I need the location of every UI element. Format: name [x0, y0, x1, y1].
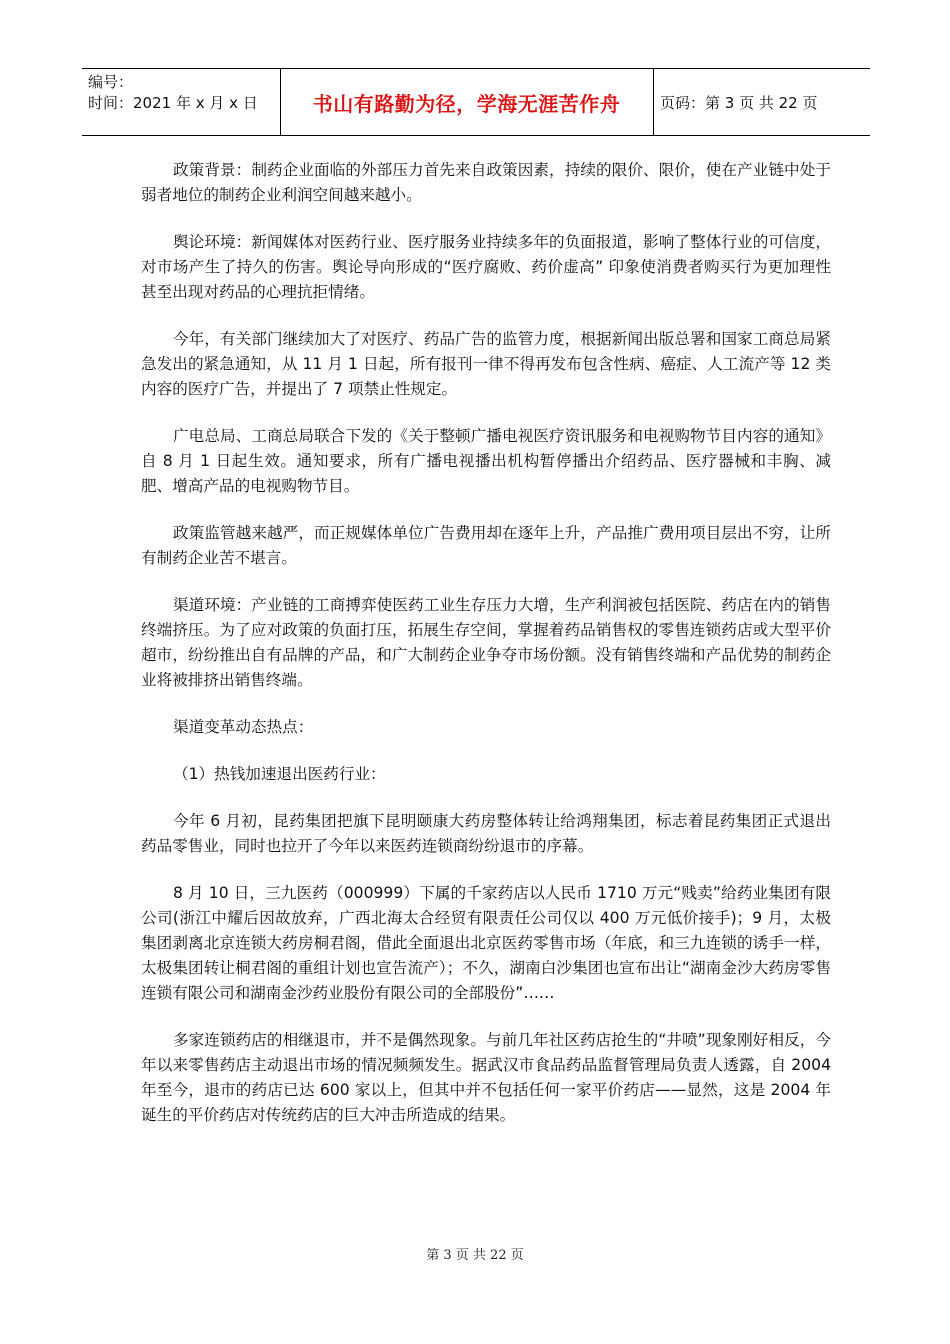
paragraph: 多家连锁药店的相继退市，并不是偶然现象。与前几年社区药店抢生的“井喷”现象刚好相反，今年以来零售药店主动退出市场的情况频频发生。据武汉市食品药品监督管理局负责人透露，自 2004 年至今，退市的药店已达 600 家以上，但其中并不包括任何一家平价药店——显然，这是 2004 年诞生的平价药店对传统药店的巨大冲击所造成的结果。 [141, 1031, 831, 1124]
paragraph: 政策监管越来越严，而正规媒体单位广告费用却在逐年上升，产品推广费用项目层出不穷，让所有制药企业苦不堪言。 [141, 524, 831, 567]
header-divider [653, 68, 654, 136]
page-header [82, 68, 870, 136]
paragraph: 政策背景：制药企业面临的外部压力首先来自政策因素，持续的限价、限价，使在产业链中处于弱者地位的制药企业利润空间越来越小。 [141, 161, 831, 204]
paragraph: 今年，有关部门继续加大了对医疗、药品广告的监管力度，根据新闻出版总署和国家工商总局紧急发出的紧急通知，从 11 月 1 日起，所有报刊一律不得再发布包含性病、癌症、人工流产等 12 类内容的医疗广告，并提出了 7 项禁止性规定。 [141, 330, 831, 398]
document-body [141, 158, 831, 1150]
header-left-cell [88, 72, 258, 114]
subsection-heading: （1）热钱加速退出医药行业： [173, 765, 386, 783]
document-number-label: 编号： [88, 73, 134, 91]
paragraph: 广电总局、工商总局联合下发的《关于整顿广播电视医疗资讯服务和电视购物节目内容的通知》自 8 月 1 日起生效。通知要求，所有广播电视播出机构暂停播出介绍药品、医疗器械和丰胸、减肥、增高产品的电视购物节目。 [141, 427, 831, 495]
page-footer: 第 3 页 共 22 页 [426, 1248, 524, 1263]
header-page-info: 页码：第 3 页 共 22 页 [660, 93, 818, 112]
document-time-label: 时间：2021 年 x 月 x 日 [88, 94, 258, 112]
header-motto: 书山有路勤为径，学海无涯苦作舟 [312, 91, 621, 116]
paragraph: 渠道环境：产业链的工商搏弈使医药工业生存压力大增，生产利润被包括医院、药店在内的销售终端挤压。为了应对政策的负面打压，拓展生存空间，掌握着药品销售权的零售连锁药店或大型平价超市，纷纷推出自有品牌的产品，和广大制药企业争夺市场份额。没有销售终端和产品优势的制药企业将被排挤出销售终端。 [141, 596, 831, 689]
paragraph: 舆论环境：新闻媒体对医药行业、医疗服务业持续多年的负面报道，影响了整体行业的可信度，对市场产生了持久的伤害。舆论导向形成的“医疗腐败、药价虚高” 印象使消费者购买行为更加理性甚至出现对药品的心理抗拒情绪。 [141, 233, 831, 301]
paragraph: 8 月 10 日，三九医药（000999）下属的千家药店以人民币 1710 万元“贱卖”给药业集团有限公司(浙江中耀后因故放弃，广西北海太合经贸有限责任公司仅以 400 万元低价接手)；9 月，太极集团剥离北京连锁大药房桐君阁，借此全面退出北京医药零售市场（年底，和三九连锁的诱手一样，太极集团转让桐君阁的重组计划也宣告流产）；不久，湖南白沙集团也宣布出让“湖南金沙大药房零售连锁有限公司和湖南金沙药业股份有限公司的全部股份”…… [141, 884, 831, 1002]
section-heading: 渠道变革动态热点： [173, 718, 314, 736]
paragraph: 今年 6 月初，昆药集团把旗下昆明颐康大药房整体转让给鸿翔集团，标志着昆药集团正式退出药品零售业，同时也拉开了今年以来医药连锁商纷纷退市的序幕。 [141, 812, 831, 855]
